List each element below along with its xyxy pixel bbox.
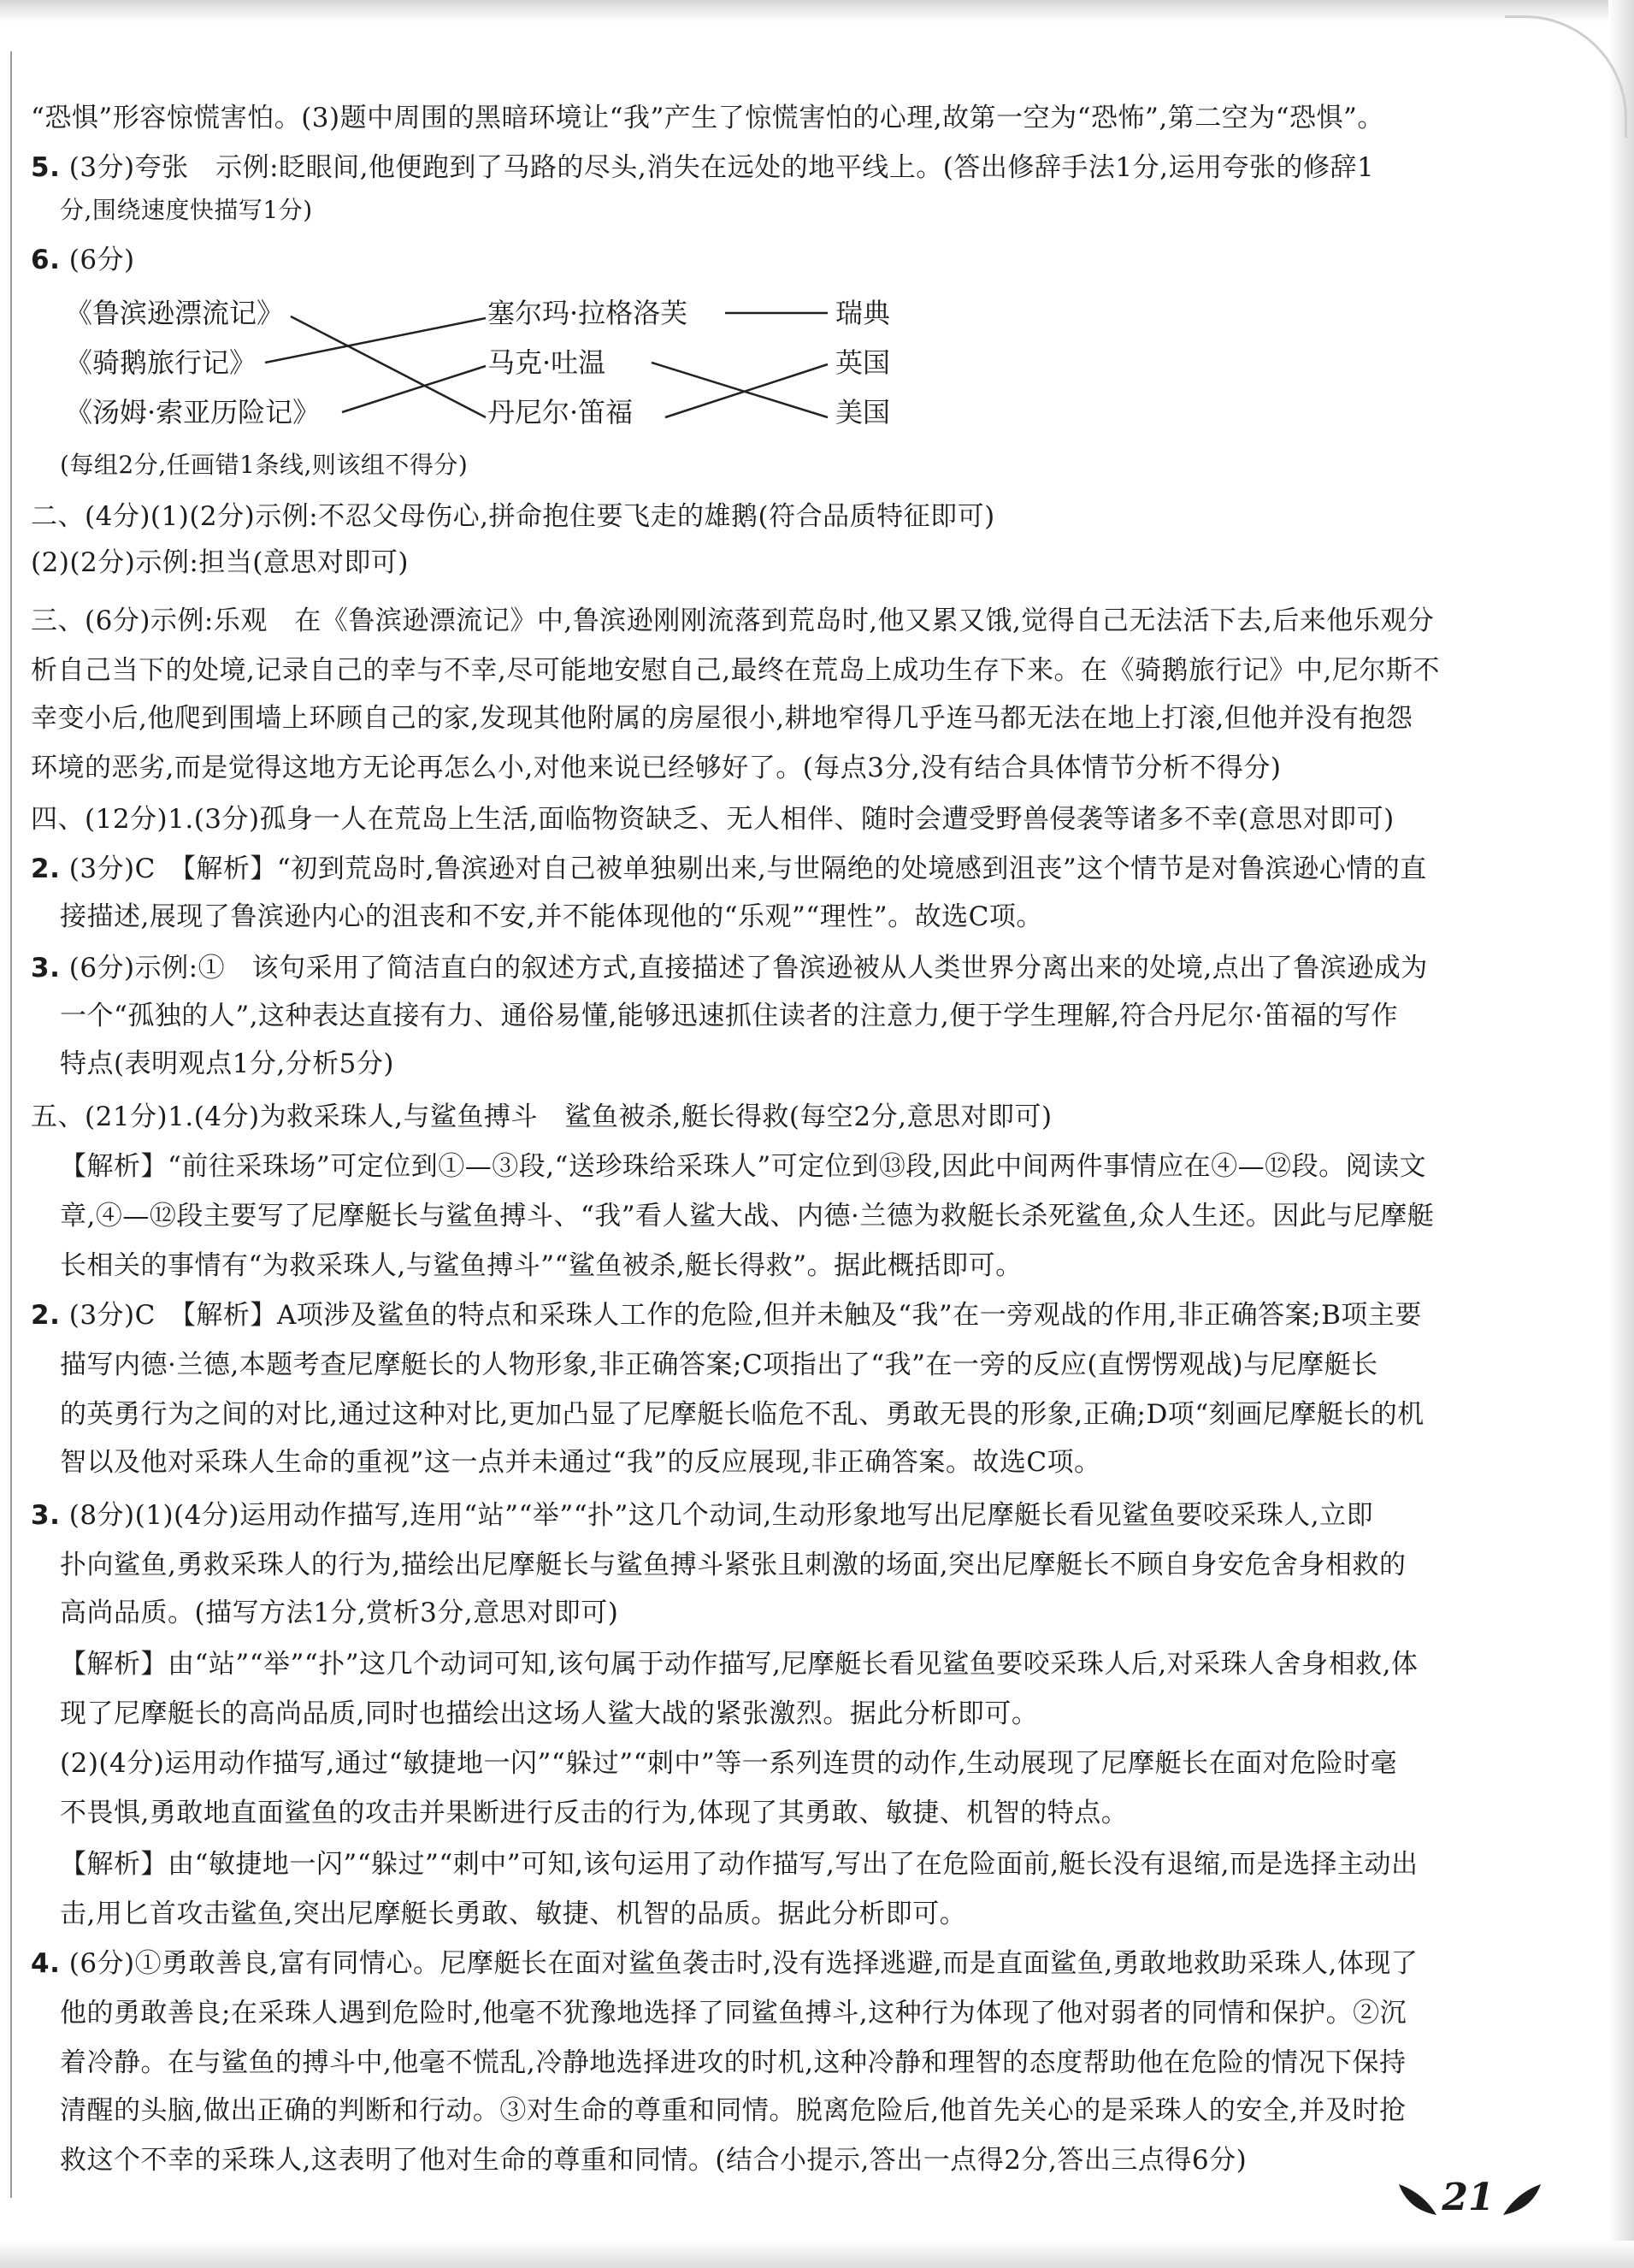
text-line: 幸变小后,他爬到围墙上环顾自己的家,发现其他附属的房屋很小,耕地窄得几乎连马都无法在地上打滚,但他并没有抱怨 xyxy=(31,703,1413,734)
section-3: 三、(6分)示例:乐观 在《鲁滨逊漂流记》中,鲁滨逊刚刚流落到荒岛时,他又累又饿,觉得自己无法活下去,后来他乐观分 xyxy=(31,605,1435,636)
book-item: 《骑鹅旅行记》 xyxy=(65,346,257,379)
question-number: 5. xyxy=(31,152,61,183)
text-line: 析自己当下的处境,记录自己的幸与不幸,尽可能地安慰自己,最终在荒岛上成功生存下来。在《骑鹅旅行记》中,尼尔斯不 xyxy=(31,655,1440,686)
answer-text: (3分)C 【解析】“初到荒岛时,鲁滨逊对自己被单独剔出来,与世隔绝的处境感到沮丧”这个情节是对鲁滨逊心情的直 xyxy=(68,853,1427,884)
text-line: 一个“孤独的人”,这种表达直接有力、通俗易懂,能够迅速抓住读者的注意力,便于学生理解,符合丹尼尔·笛福的写作 xyxy=(60,1001,1398,1031)
text-line: 接描述,展现了鲁滨逊内心的沮丧和不安,并不能体现他的“乐观”“理性”。故选C项。 xyxy=(60,901,1043,932)
text-line: 救这个不幸的采珠人,这表明了他对生命的尊重和同情。(结合小提示,答出一点得2分,答出三点得6分) xyxy=(60,2145,1248,2176)
text-line: 章,④—⑫段主要写了尼摩艇长与鲨鱼搏斗、“我”看人鲨大战、内德·兰德为救艇长杀死鲨鱼,众人生还。因此与尼摩艇 xyxy=(60,1201,1435,1231)
match-line-book1-author3 xyxy=(291,316,486,417)
answer-text: (6分)①勇敢善良,富有同情心。尼摩艇长在面对鲨鱼袭击时,没有选择逃避,而是直面鲨鱼,勇敢地救助采珠人,体现了 xyxy=(68,1948,1419,1979)
book-item: 《鲁滨逊漂流记》 xyxy=(65,297,285,329)
text-line: (2)(4分)运用动作描写,通过“敏捷地一闪”“躲过”“刺中”等一系列连贯的动作,生动展现了尼摩艇长在面对危险时毫 xyxy=(60,1748,1398,1779)
answer-text: (6分) xyxy=(68,245,135,275)
match-line-author2-country3 xyxy=(652,363,828,417)
analysis-line: 【解析】“前往采珠场”可定位到①—③段,“送珍珠给采珠人”可定位到⑬段,因此中间两件事情应在④—⑫段。阅读文 xyxy=(60,1151,1427,1182)
question-number: 3. xyxy=(31,953,61,983)
matching-lines xyxy=(0,0,1634,479)
author-item: 马克·吐温 xyxy=(487,346,606,379)
question-5-2 xyxy=(31,1298,1553,1332)
answer-text: (6分)示例:① 该句采用了简洁直白的叙述方式,直接描述了鲁滨逊被从人类世界分离出来的处境,点出了鲁滨逊成为 xyxy=(68,953,1428,983)
question-number: 2. xyxy=(31,853,61,884)
question-number: 3. xyxy=(31,1500,61,1531)
match-line-book2-author1 xyxy=(265,318,486,363)
text-line: 不畏惧,勇敢地直面鲨鱼的攻击并果断进行反击的行为,体现了其勇敢、敏捷、机智的特点。 xyxy=(60,1798,1129,1828)
analysis-line: 【解析】由“站”“举”“扑”这几个动词可知,该句属于动作描写,尼摩艇长看见鲨鱼要咬采珠人后,对采珠人舍身相救,体 xyxy=(60,1649,1419,1680)
book-item: 《汤姆·索亚历险记》 xyxy=(65,396,321,428)
text-line: 的英勇行为之间的对比,通过这种对比,更加凸显了尼摩艇长临危不乱、勇敢无畏的形象,正确;D项“刻画尼摩艇长的机 xyxy=(60,1399,1425,1430)
text-line: 扑向鲨鱼,勇救采珠人的行为,描绘出尼摩艇长与鲨鱼搏斗紧张且刺激的场面,突出尼摩艇长不顾自身安危舍身相救的 xyxy=(60,1550,1407,1580)
question-number: 4. xyxy=(31,1948,61,1979)
right-leaf-icon xyxy=(1498,2177,1546,2220)
section-2: 二、(4分)(1)(2分)示例:不忍父母伤心,拼命抱住要飞走的雄鹅(符合品质特征即可) xyxy=(31,501,995,532)
answer-text: (3分)C 【解析】A项涉及鲨鱼的特点和采珠人工作的危险,但并未触及“我”在一旁观战的作用,非正确答案;B项主要 xyxy=(68,1300,1422,1331)
text-line: 智以及他对采珠人生命的重视”这一点并未通过“我”的反应展现,非正确答案。故选C项。 xyxy=(60,1447,1101,1478)
question-5-3 xyxy=(31,1498,1553,1533)
answer-text: (8分)(1)(4分)运用动作描写,连用“站”“举”“扑”这几个动词,生动形象地写出尼摩艇长看见鲨鱼要咬采珠人,立即 xyxy=(68,1500,1374,1531)
section-5: 五、(21分)1.(4分)为救采珠人,与鲨鱼搏斗 鲨鱼被杀,艇长得救(每空2分,意思对即可) xyxy=(31,1102,1053,1132)
scoring-note: (每组2分,任画错1条线,则该组不得分) xyxy=(60,451,469,479)
text-line: 长相关的事情有“为救采珠人,与鲨鱼搏斗”“鲨鱼被杀,艇长得救”。据此概括即可。 xyxy=(60,1250,1023,1281)
question-number: 6. xyxy=(31,245,61,275)
left-leaf-icon xyxy=(1394,2177,1442,2220)
text-line: “恐惧”形容惊慌害怕。(3)题中周围的黑暗环境让“我”产生了惊慌害怕的心理,故第一空为“恐怖”,第二空为“恐惧”。 xyxy=(31,103,1384,133)
question-4-2 xyxy=(31,852,1553,886)
author-item: 丹尼尔·笛福 xyxy=(487,396,634,428)
text-line: 分,围绕速度快描写1分) xyxy=(60,196,313,224)
country-item: 英国 xyxy=(835,346,891,379)
section-4: 四、(12分)1.(3分)孤身一人在荒岛上生活,面临物资缺乏、无人相伴、随时会遭受野兽侵袭等诸多不幸(意思对即可) xyxy=(31,804,1395,835)
question-number: 2. xyxy=(31,1300,61,1331)
text-line: 环境的恶劣,而是觉得这地方无论再怎么小,对他来说已经够好了。(每点3分,没有结合具体情节分析不得分) xyxy=(31,753,1282,783)
text-line: 现了尼摩艇长的高尚品质,同时也描绘出这场人鲨大战的紧张激烈。据此分析即可。 xyxy=(60,1698,1039,1729)
question-4-3 xyxy=(31,951,1553,985)
question-5-4 xyxy=(31,1946,1553,1981)
text-line: 清醒的头脑,做出正确的判断和行动。③对生命的尊重和同情。脱离危险后,他首先关心的是采珠人的安全,并及时抢 xyxy=(60,2095,1407,2126)
text-line: 击,用匕首攻击鲨鱼,突出尼摩艇长勇敢、敏捷、机智的品质。据此分析即可。 xyxy=(60,1899,967,1929)
text-line: 高尚品质。(描写方法1分,赏析3分,意思对即可) xyxy=(60,1598,619,1628)
text-line: 描写内德·兰德,本题考查尼摩艇长的人物形象,非正确答案;C项指出了“我”在一旁的反应(直愣愣观战)与尼摩艇长 xyxy=(60,1350,1378,1380)
text-line: 特点(表明观点1分,分析5分) xyxy=(60,1048,394,1079)
page-number: 21 xyxy=(1442,2176,1495,2219)
country-item: 瑞典 xyxy=(835,297,891,329)
text-line: 他的勇敢善良;在采珠人遇到危险时,他毫不犹豫地选择了同鲨鱼搏斗,这种行为体现了他对弱者的同情和保护。②沉 xyxy=(60,1998,1407,2029)
country-item: 美国 xyxy=(835,396,891,428)
answer-text: (3分)夸张 示例:眨眼间,他便跑到了马路的尽头,消失在远处的地平线上。(答出修辞手法1分,运用夸张的修辞1 xyxy=(68,152,1375,183)
scan-bottom-shadow xyxy=(0,2241,1634,2268)
author-item: 塞尔玛·拉格洛芙 xyxy=(487,297,688,329)
text-line: (2)(2分)示例:担当(意思对即可) xyxy=(31,547,409,578)
text-line: 着冷静。在与鲨鱼的搏斗中,他毫不慌乱,冷静地选择进攻的时机,这种冷静和理智的态度帮助他在危险的情况下保持 xyxy=(60,2047,1407,2078)
analysis-line: 【解析】由“敏捷地一闪”“躲过”“刺中”可知,该句运用了动作描写,写出了在危险面前,艇长没有退缩,而是选择主动出 xyxy=(60,1849,1419,1880)
